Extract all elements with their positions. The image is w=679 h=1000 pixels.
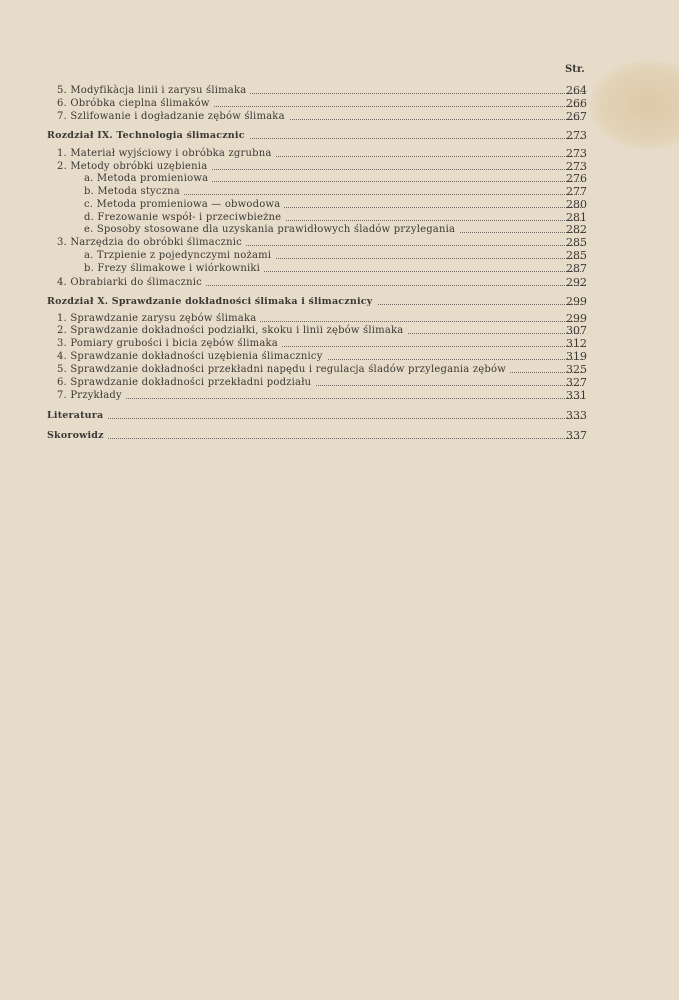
- toc-entry-title: 7. Przykłady: [57, 389, 126, 402]
- toc-page-number: 299: [566, 295, 587, 308]
- toc-page-number: 312: [566, 337, 587, 350]
- toc-chapter-row: [0, 429, 679, 442]
- toc-entry-row: [0, 337, 679, 350]
- toc-page-number: 273: [566, 129, 587, 142]
- toc-entry-row: [0, 223, 679, 236]
- toc-entry-title: 1. Materiał wyjściowy i obróbka zgrubna: [57, 147, 276, 160]
- toc-entry-title: 4. Obrabiarki do ślimacznic: [57, 276, 206, 289]
- toc-entry-title: 5. Sprawdzanie dokładności przekładni napędu i regulacja śladów przylegania zębów: [57, 363, 510, 376]
- page-column-header: Str.: [565, 64, 585, 75]
- toc-entry-row: [0, 376, 679, 389]
- toc-entry-title: b. Metoda styczna: [84, 185, 184, 198]
- toc-page-number: 273: [566, 160, 587, 173]
- toc-page-number: 325: [566, 363, 587, 376]
- toc-entry-title: 2. Sprawdzanie dokładności podziałki, skoku i linii zębów ślimaka: [57, 324, 407, 337]
- toc-entry-row: [0, 84, 679, 97]
- toc-chapter-row: [0, 129, 679, 142]
- toc-entry-title: 3. Pomiary grubości i bicia zębów ślimaka: [57, 337, 282, 350]
- dot-leader: [57, 418, 583, 419]
- toc-chapter-row: [0, 409, 679, 422]
- toc-page-number: 299: [566, 312, 587, 325]
- dot-leader: [57, 438, 583, 439]
- toc-entry-row: [0, 262, 679, 275]
- toc-page-number: 281: [566, 211, 587, 224]
- toc-entry-row: [0, 97, 679, 110]
- toc-entry-title: a. Metoda promieniowa: [84, 172, 212, 185]
- toc-entry-title: 7. Szlifowanie i dogładzanie zębów ślimaka: [57, 110, 289, 123]
- toc-entry-title: Rozdział IX. Technologia ślimacznic: [47, 129, 249, 142]
- toc-page-number: 307: [566, 324, 587, 337]
- toc-entry-row: [0, 172, 679, 185]
- toc-page-number: 266: [566, 97, 587, 110]
- toc-chapter-row: [0, 295, 679, 308]
- toc-page-number: 277: [566, 185, 587, 198]
- toc-page-number: 267: [566, 110, 587, 123]
- toc-entry-title: a. Trzpienie z pojedynczymi nożami: [84, 249, 275, 262]
- toc-entry-title: 1. Sprawdzanie zarysu zębów ślimaka: [57, 312, 260, 325]
- toc-page-number: 287: [566, 262, 587, 275]
- toc-entry-row: [0, 198, 679, 211]
- toc-page-number: 285: [566, 236, 587, 249]
- toc-entry-title: 6. Sprawdzanie dokładności przekładni podziału: [57, 376, 315, 389]
- toc-entry-title: 3. Narzędzia do obróbki ślimacznic: [57, 236, 246, 249]
- dot-leader: [67, 398, 583, 399]
- toc-page-number: 273: [566, 147, 587, 160]
- toc-entry-title: e. Sposoby stosowane dla uzyskania prawidłowych śladów przylegania: [84, 223, 459, 236]
- toc-entry-title: 4. Sprawdzanie dokładności uzębienia ślimacznicy: [57, 350, 327, 363]
- toc-entry-row: [0, 276, 679, 289]
- toc-page-number: 292: [566, 276, 587, 289]
- toc-page-number: 327: [566, 376, 587, 389]
- toc-entry-title: Rozdział X. Sprawdzanie dokładności ślimaka i ślimacznicy: [47, 295, 377, 308]
- toc-entry-title: b. Frezy ślimakowe i wiórkowniki: [84, 262, 264, 275]
- toc-entry-row: [0, 363, 679, 376]
- toc-page-number: 280: [566, 198, 587, 211]
- toc-entry-title: c. Metoda promieniowa — obwodowa: [84, 198, 284, 211]
- toc-page-number: 331: [566, 389, 587, 402]
- toc-page-number: 264: [566, 84, 587, 97]
- toc-entry-row: [0, 110, 679, 123]
- toc-entry-row: [0, 236, 679, 249]
- toc-page-number: 333: [566, 409, 587, 422]
- toc-entry-title: Skorowidz: [47, 429, 108, 442]
- toc-entry-title: Literatura: [47, 409, 107, 422]
- toc-entry-title: 5. Modyfikàcja linii i zarysu ślimaka: [57, 84, 250, 97]
- toc-page-number: 282: [566, 223, 587, 236]
- toc-entry-row: [0, 185, 679, 198]
- toc-page-number: 337: [566, 429, 587, 442]
- toc-page-number: 285: [566, 249, 587, 262]
- toc-entry-row: [0, 249, 679, 262]
- toc-page-number: 276: [566, 172, 587, 185]
- toc-entry-row: [0, 324, 679, 337]
- toc-entry-title: 2. Metody obróbki uzębienia: [57, 160, 211, 173]
- toc-page-number: 319: [566, 350, 587, 363]
- toc-entry-row: [0, 147, 679, 160]
- toc-entry-row: [0, 350, 679, 363]
- toc-entry-row: [0, 389, 679, 402]
- toc-entry-title: 6. Obróbka cieplna ślimaków: [57, 97, 214, 110]
- toc-entry-title: d. Frezowanie współ- i przeciwbieżne: [84, 211, 285, 224]
